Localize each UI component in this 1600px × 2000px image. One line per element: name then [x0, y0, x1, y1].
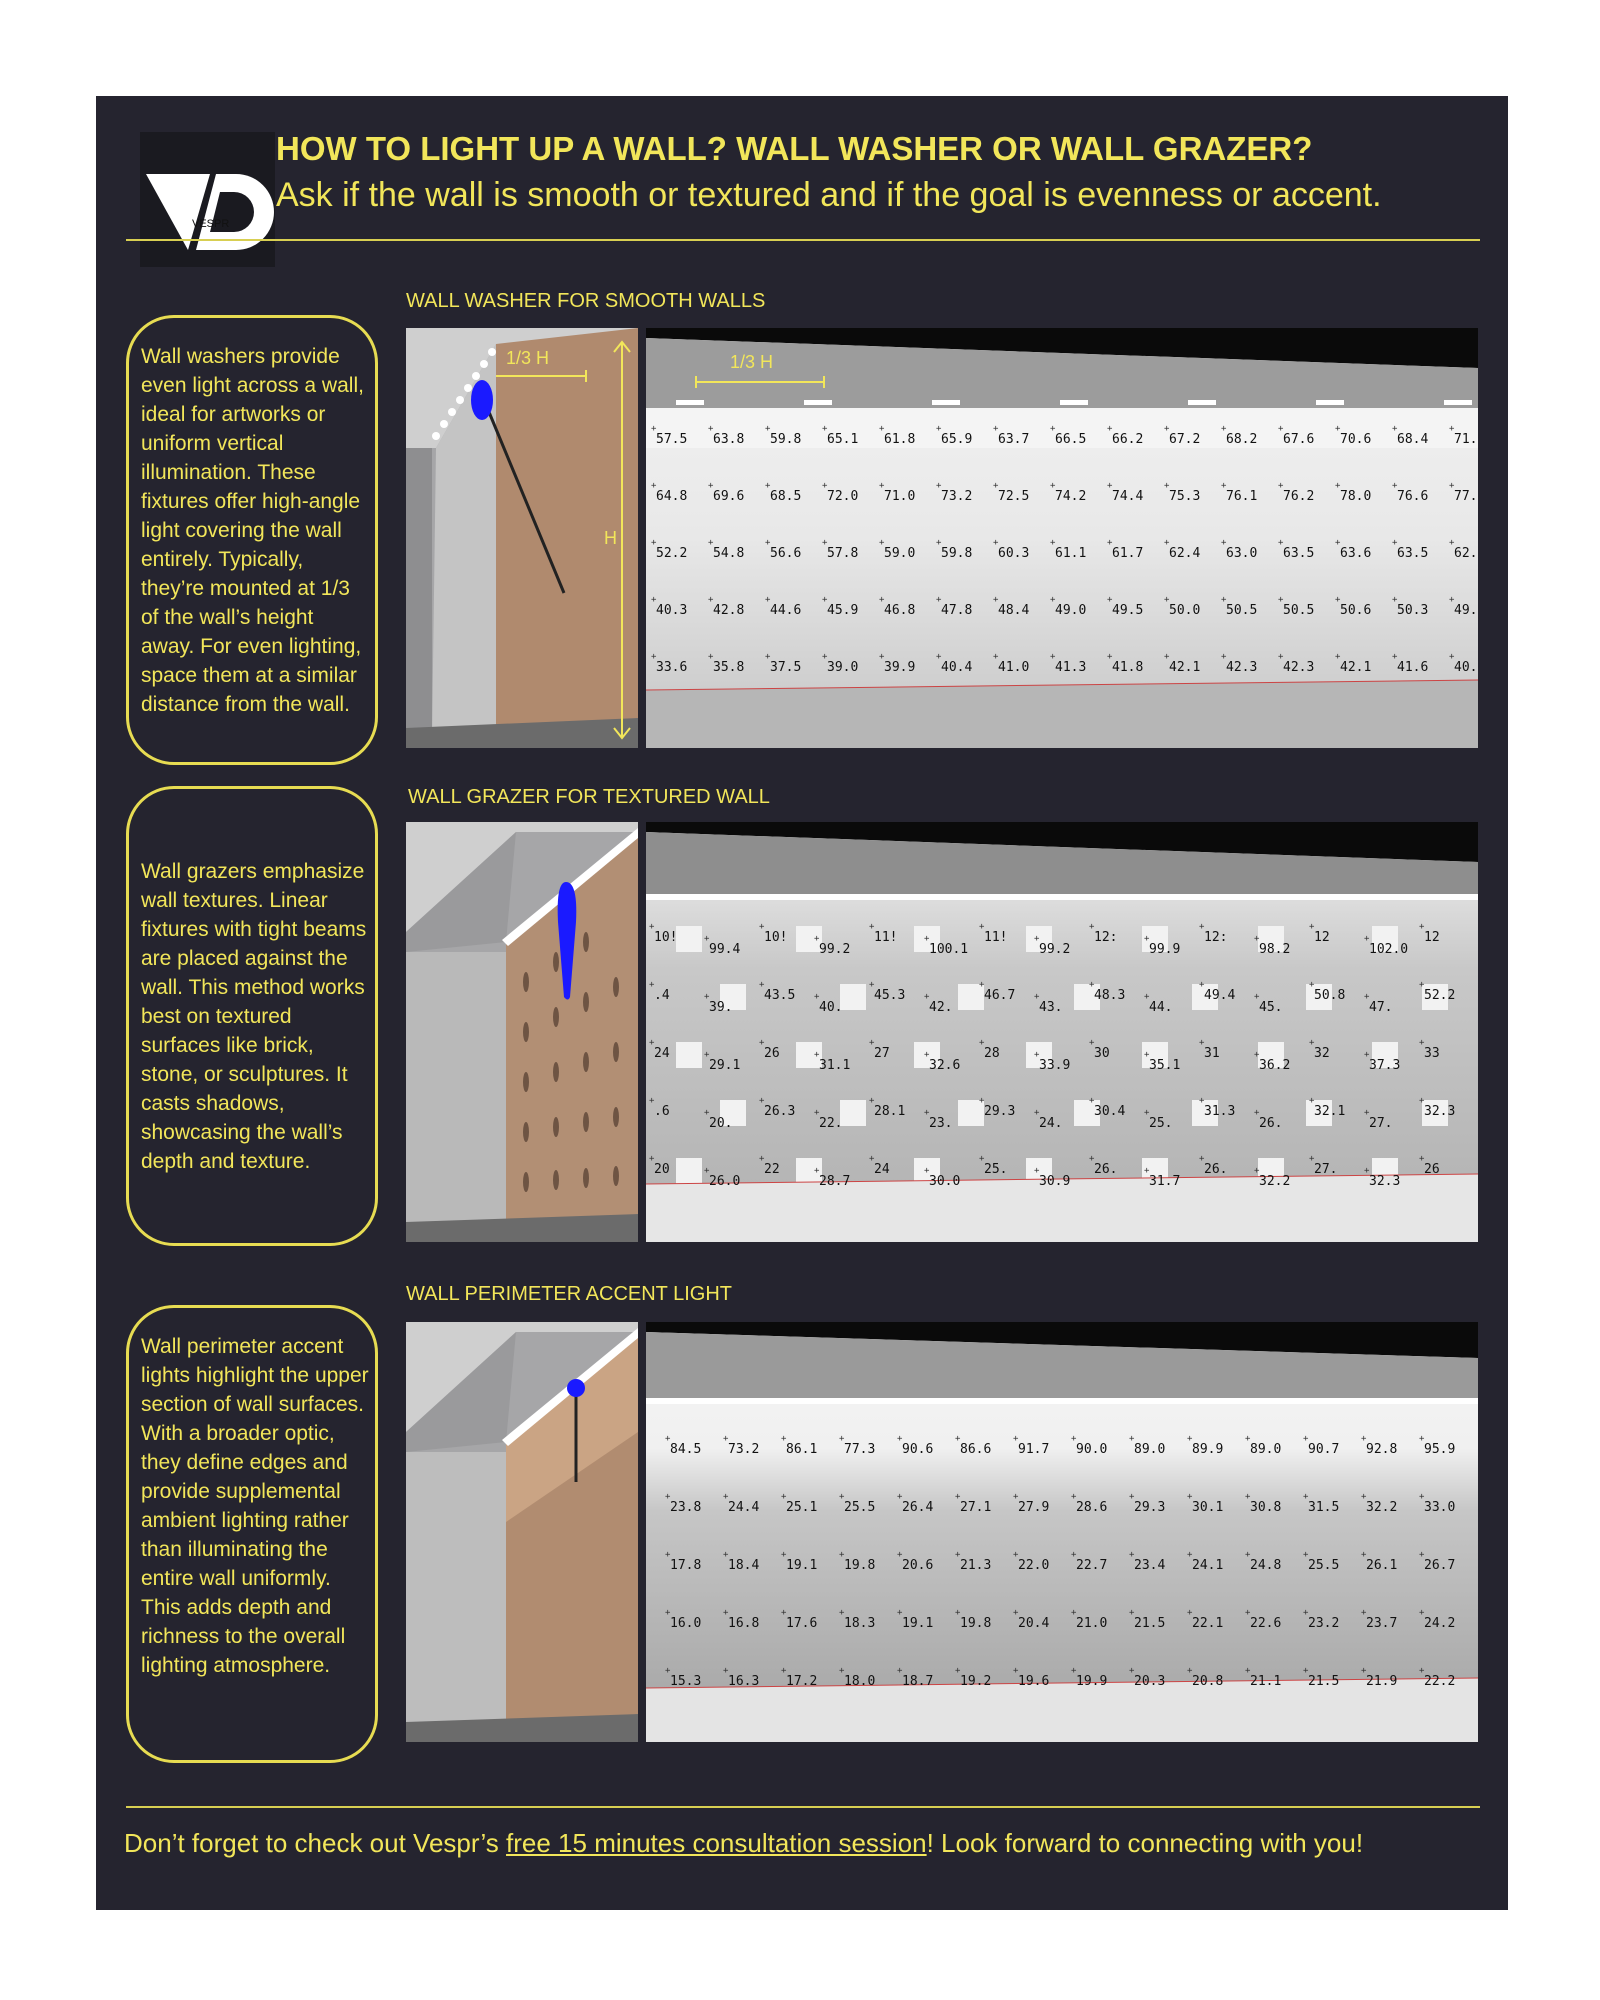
illuminance-value: + 98.2: [1259, 942, 1290, 957]
illuminance-value: + 47.: [1369, 1000, 1392, 1015]
illuminance-value: + 35.1: [1149, 1058, 1180, 1073]
illuminance-value: + 57.5: [656, 432, 687, 447]
illuminance-value: + 23.4: [1134, 1558, 1165, 1573]
footer-text-after: ! Look forward to connecting with you!: [926, 1828, 1364, 1858]
illuminance-value: + 23.: [929, 1116, 952, 1131]
illuminance-value: + 66.2: [1112, 432, 1143, 447]
illuminance-value: + 48.4: [998, 603, 1029, 618]
illuminance-value: + 22.7: [1076, 1558, 1107, 1573]
illuminance-value: + 42.1: [1169, 660, 1200, 675]
illuminance-value: + 99.4: [709, 942, 740, 957]
illuminance-value: + 89.0: [1250, 1442, 1281, 1457]
illuminance-value: + 26.0: [709, 1174, 740, 1189]
illuminance-value: + 29.3: [1134, 1500, 1165, 1515]
illuminance-value: + 35.8: [713, 660, 744, 675]
illuminance-value: + 56.6: [770, 546, 801, 561]
illuminance-value: + 90.7: [1308, 1442, 1339, 1457]
description-washer: [126, 315, 378, 765]
illuminance-value: + 21.5: [1134, 1616, 1165, 1631]
illuminance-value: + 26.4: [902, 1500, 933, 1515]
illuminance-value: + 43.5: [764, 988, 795, 1003]
illuminance-value: + 24: [874, 1162, 890, 1177]
illuminance-value: + 18.3: [844, 1616, 875, 1631]
illuminance-value: + 30.8: [1250, 1500, 1281, 1515]
illuminance-value: + 84.5: [670, 1442, 701, 1457]
illuminance-value: + 33.9: [1039, 1058, 1070, 1073]
illuminance-value: + 24: [654, 1046, 670, 1061]
illuminance-value: + 18.7: [902, 1674, 933, 1689]
illuminance-value: + 39.: [709, 1000, 732, 1015]
header-divider: [126, 239, 1480, 241]
illuminance-value: + 62.4: [1169, 546, 1200, 561]
grazer-render: [406, 822, 638, 1242]
illuminance-value: + 30.1: [1192, 1500, 1223, 1515]
illuminance-value: + 41.0: [998, 660, 1029, 675]
illuminance-value: + 28: [984, 1046, 1000, 1061]
illuminance-value: + 45.9: [827, 603, 858, 618]
illuminance-value: + 11!: [984, 930, 1007, 945]
illuminance-value: + 16.3: [728, 1674, 759, 1689]
illuminance-value: + 19.6: [1018, 1674, 1049, 1689]
illuminance-value: + 66.5: [1055, 432, 1086, 447]
illuminance-value: + 48.3: [1094, 988, 1125, 1003]
illuminance-value: + 26.3: [764, 1104, 795, 1119]
perimeter-illuminance-panel: [646, 1322, 1478, 1742]
illuminance-value: + 12:: [1094, 930, 1117, 945]
illuminance-value: + 27: [874, 1046, 890, 1061]
illuminance-value: + 68.2: [1226, 432, 1257, 447]
illuminance-value: + 32.1: [1314, 1104, 1345, 1119]
illuminance-value: + 27.1: [960, 1500, 991, 1515]
illuminance-value: + 78.0: [1340, 489, 1371, 504]
illuminance-value: + 67.6: [1283, 432, 1314, 447]
illuminance-value: + 52.2: [1424, 988, 1455, 1003]
illuminance-value: + 63.6: [1340, 546, 1371, 561]
illuminance-value: + 99.2: [1039, 942, 1070, 957]
illuminance-value: + 59.8: [770, 432, 801, 447]
illuminance-value: + 47.8: [941, 603, 972, 618]
illuminance-value: + 41.8: [1112, 660, 1143, 675]
illuminance-value: + 90.6: [902, 1442, 933, 1457]
illuminance-value: + 27.: [1314, 1162, 1337, 1177]
illuminance-value: + 32: [1314, 1046, 1330, 1061]
illuminance-value: + 61.8: [884, 432, 915, 447]
illuminance-value: + 25.1: [786, 1500, 817, 1515]
illuminance-value: + 25.5: [844, 1500, 875, 1515]
illuminance-value: + 30.9: [1039, 1174, 1070, 1189]
illuminance-value: + 46.7: [984, 988, 1015, 1003]
illuminance-value: + 23.7: [1366, 1616, 1397, 1631]
illuminance-value: + 76.1: [1226, 489, 1257, 504]
illuminance-value: + 42.8: [713, 603, 744, 618]
illuminance-value: + 12: [1424, 930, 1440, 945]
illuminance-value: + 15.3: [670, 1674, 701, 1689]
illuminance-value: + 68.4: [1397, 432, 1428, 447]
illuminance-value: + 50.3: [1397, 603, 1428, 618]
illuminance-value: + 40.3: [656, 603, 687, 618]
illuminance-value: + 86.6: [960, 1442, 991, 1457]
illuminance-value: + 42.1: [1340, 660, 1371, 675]
illuminance-value: + 33.6: [656, 660, 687, 675]
illuminance-value: + 11!: [874, 930, 897, 945]
illuminance-value: + 23.8: [670, 1500, 701, 1515]
illuminance-value: + 72.0: [827, 489, 858, 504]
illuminance-value: + 26.: [1204, 1162, 1227, 1177]
illuminance-value: + 20.3: [1134, 1674, 1165, 1689]
illuminance-value: + 41.6: [1397, 660, 1428, 675]
illuminance-value: + 63.0: [1226, 546, 1257, 561]
illuminance-value: + 24.2: [1424, 1616, 1455, 1631]
illuminance-value: + 21.1: [1250, 1674, 1281, 1689]
washer-render: [406, 328, 638, 748]
illuminance-value: + 60.3: [998, 546, 1029, 561]
illuminance-value: + 73.2: [728, 1442, 759, 1457]
illuminance-value: + 26.7: [1424, 1558, 1455, 1573]
illuminance-value: + 21.9: [1366, 1674, 1397, 1689]
illuminance-value: + .6: [654, 1104, 670, 1119]
illuminance-value: + 19.9: [1076, 1674, 1107, 1689]
dimension-label-1: 1/3 H: [506, 348, 550, 368]
height-label: H: [604, 528, 617, 548]
illuminance-value: + 10!: [764, 930, 787, 945]
illuminance-value: + 22.6: [1250, 1616, 1281, 1631]
illuminance-value: + 21.0: [1076, 1616, 1107, 1631]
illuminance-value: + 31.3: [1204, 1104, 1235, 1119]
illuminance-value: + 10!: [654, 930, 677, 945]
description-text: Wall grazers emphasize wall textures. Linear fixtures with tight beams are placed against the wall. This method works best on textured surfaces like brick, stone, or sculptures. It casts shadows, showcasing the wall’s depth and texture.: [141, 859, 367, 1173]
illuminance-value: + 19.1: [902, 1616, 933, 1631]
illuminance-value: + 22.1: [1192, 1616, 1223, 1631]
illuminance-value: + 20: [654, 1162, 670, 1177]
illuminance-value: + 23.2: [1308, 1616, 1339, 1631]
illuminance-value: + 17.8: [670, 1558, 701, 1573]
illuminance-value: + 89.9: [1192, 1442, 1223, 1457]
illuminance-value: + 40.: [819, 1000, 842, 1015]
poster: [96, 96, 1508, 1910]
illuminance-value: + 50.5: [1226, 603, 1257, 618]
illuminance-value: + 76.2: [1283, 489, 1314, 504]
description-text: Wall washers provide even light across a wall, ideal for artworks or uniform vertical illumination. These fixtures offer high-angle light covering the wall entirely. Typically, they’re mounted at 1/3 of the wall’s height away. For even lighting, space them at a similar distance from the wall.: [141, 345, 364, 716]
illuminance-value: + 16.8: [728, 1616, 759, 1631]
illuminance-value: + 64.8: [656, 489, 687, 504]
illuminance-value: + 49.0: [1055, 603, 1086, 618]
illuminance-value: + 45.: [1259, 1000, 1282, 1015]
illuminance-value: + 28.7: [819, 1174, 850, 1189]
illuminance-value: + 43.: [1039, 1000, 1062, 1015]
illuminance-value: + 37.3: [1369, 1058, 1400, 1073]
illuminance-value: + 65.9: [941, 432, 972, 447]
illuminance-value: + 18.4: [728, 1558, 759, 1573]
illuminance-value: + 22.2: [1424, 1674, 1455, 1689]
illuminance-value: + 74.2: [1055, 489, 1086, 504]
illuminance-value: + 50.5: [1283, 603, 1314, 618]
illuminance-value: + .4: [654, 988, 670, 1003]
illuminance-value: + 52.2: [656, 546, 687, 561]
illuminance-value: + 24.: [1039, 1116, 1062, 1131]
illuminance-value: + 33: [1424, 1046, 1440, 1061]
section-title-washer: WALL WASHER FOR SMOOTH WALLS: [406, 290, 766, 312]
illuminance-value: + 19.8: [844, 1558, 875, 1573]
illuminance-value: + 72.5: [998, 489, 1029, 504]
illuminance-value: + 30: [1094, 1046, 1110, 1061]
illuminance-value: + 50.6: [1340, 603, 1371, 618]
illuminance-value: + 89.0: [1134, 1442, 1165, 1457]
dimension-label-2: 1/3 H: [730, 352, 774, 372]
illuminance-value: + 16.0: [670, 1616, 701, 1631]
illuminance-value: + 71.0: [884, 489, 915, 504]
illuminance-value: + 95.9: [1424, 1442, 1455, 1457]
illuminance-value: + 49.: [1454, 603, 1477, 618]
illuminance-value: + 61.7: [1112, 546, 1143, 561]
illuminance-value: + 19.2: [960, 1674, 991, 1689]
illuminance-value: + 21.3: [960, 1558, 991, 1573]
illuminance-value: + 39.0: [827, 660, 858, 675]
illuminance-value: + 19.1: [786, 1558, 817, 1573]
illuminance-value: + 20.8: [1192, 1674, 1223, 1689]
illuminance-value: + 41.3: [1055, 660, 1086, 675]
illuminance-value: + 63.7: [998, 432, 1029, 447]
illuminance-value: + 50.0: [1169, 603, 1200, 618]
illuminance-value: + 25.5: [1308, 1558, 1339, 1573]
illuminance-value: + 26: [764, 1046, 780, 1061]
grazer-illuminance-panel: [646, 822, 1478, 1242]
illuminance-value: + 30.4: [1094, 1104, 1125, 1119]
footer-text-before: Don’t forget to check out Vespr’s: [124, 1828, 507, 1858]
illuminance-value: + 22.0: [1018, 1558, 1049, 1573]
illuminance-value: + 49.5: [1112, 603, 1143, 618]
footer-message: [124, 1828, 1363, 1859]
illuminance-value: + 61.1: [1055, 546, 1086, 561]
illuminance-value: + 12:: [1204, 930, 1227, 945]
illuminance-value: + 65.1: [827, 432, 858, 447]
illuminance-value: + 68.5: [770, 489, 801, 504]
illuminance-value: + 20.6: [902, 1558, 933, 1573]
consultation-link[interactable]: free 15 minutes consultation session: [506, 1828, 927, 1858]
illuminance-value: + 42.3: [1283, 660, 1314, 675]
illuminance-value: + 29.3: [984, 1104, 1015, 1119]
illuminance-value: + 44.: [1149, 1000, 1172, 1015]
footer-divider: [126, 1806, 1480, 1808]
illuminance-value: + 24.4: [728, 1500, 759, 1515]
illuminance-value: + 26.: [1259, 1116, 1282, 1131]
illuminance-value: + 86.1: [786, 1442, 817, 1457]
illuminance-value: + 42.3: [1226, 660, 1257, 675]
illuminance-value: + 46.8: [884, 603, 915, 618]
illuminance-value: + 40.4: [941, 660, 972, 675]
illuminance-value: + 45.3: [874, 988, 905, 1003]
illuminance-value: + 70.6: [1340, 432, 1371, 447]
illuminance-value: + 32.6: [929, 1058, 960, 1073]
illuminance-value: + 76.6: [1397, 489, 1428, 504]
illuminance-value: + 99.9: [1149, 942, 1180, 957]
illuminance-value: + 29.1: [709, 1058, 740, 1073]
illuminance-value: + 26.: [1094, 1162, 1117, 1177]
illuminance-value: + 31.1: [819, 1058, 850, 1073]
illuminance-value: + 42.: [929, 1000, 952, 1015]
section-title-perimeter: WALL PERIMETER ACCENT LIGHT: [406, 1283, 732, 1305]
description-perimeter: [126, 1305, 378, 1763]
illuminance-value: + 20.: [709, 1116, 732, 1131]
illuminance-value: + 50.8: [1314, 988, 1345, 1003]
illuminance-value: + 31: [1204, 1046, 1220, 1061]
illuminance-value: + 69.6: [713, 489, 744, 504]
illuminance-value: + 92.8: [1366, 1442, 1397, 1457]
illuminance-value: + 26: [1424, 1162, 1440, 1177]
logo-text: VESPR: [192, 218, 230, 230]
illuminance-value: + 12: [1314, 930, 1330, 945]
illuminance-value: + 28.1: [874, 1104, 905, 1119]
illuminance-value: + 22.: [819, 1116, 842, 1131]
description-grazer: [126, 786, 378, 1246]
illuminance-value: + 20.4: [1018, 1616, 1049, 1631]
illuminance-value: + 32.3: [1369, 1174, 1400, 1189]
illuminance-value: + 32.2: [1366, 1500, 1397, 1515]
illuminance-value: + 39.9: [884, 660, 915, 675]
illuminance-value: + 63.5: [1397, 546, 1428, 561]
illuminance-value: + 75.3: [1169, 489, 1200, 504]
illuminance-value: + 49.4: [1204, 988, 1235, 1003]
illuminance-value: + 26.1: [1366, 1558, 1397, 1573]
illuminance-value: + 25.: [1149, 1116, 1172, 1131]
illuminance-value: + 102.0: [1369, 942, 1408, 957]
illuminance-value: + 59.8: [941, 546, 972, 561]
illuminance-value: + 57.8: [827, 546, 858, 561]
illuminance-value: + 67.2: [1169, 432, 1200, 447]
section-title-grazer: WALL GRAZER FOR TEXTURED WALL: [408, 786, 770, 808]
washer-illuminance-panel: [646, 328, 1478, 748]
page-title: HOW TO LIGHT UP A WALL? WALL WASHER OR WALL GRAZER?: [276, 130, 1313, 167]
illuminance-value: + 30.0: [929, 1174, 960, 1189]
vespr-logo: [140, 132, 275, 267]
illuminance-value: + 21.5: [1308, 1674, 1339, 1689]
perimeter-render: [406, 1322, 638, 1742]
illuminance-value: + 40.: [1454, 660, 1477, 675]
illuminance-value: + 17.6: [786, 1616, 817, 1631]
illuminance-value: + 27.9: [1018, 1500, 1049, 1515]
illuminance-value: + 33.0: [1424, 1500, 1455, 1515]
illuminance-value: + 27.: [1369, 1116, 1392, 1131]
illuminance-value: + 17.2: [786, 1674, 817, 1689]
illuminance-value: + 91.7: [1018, 1442, 1049, 1457]
illuminance-value: + 44.6: [770, 603, 801, 618]
illuminance-value: + 32.2: [1259, 1174, 1290, 1189]
illuminance-value: + 62.: [1454, 546, 1477, 561]
illuminance-value: + 63.5: [1283, 546, 1314, 561]
description-text: Wall perimeter accent lights highlight the upper section of wall surfaces. With a broader optic, they define edges and provide supplemental ambient lighting rather than illuminating the entire wall uniformly. This adds depth and richness to the overall lighting atmosphere.: [141, 1335, 369, 1677]
illuminance-value: + 31.7: [1149, 1174, 1180, 1189]
illuminance-value: + 31.5: [1308, 1500, 1339, 1515]
illuminance-value: + 54.8: [713, 546, 744, 561]
illuminance-value: + 59.0: [884, 546, 915, 561]
illuminance-value: + 99.2: [819, 942, 850, 957]
illuminance-value: + 19.8: [960, 1616, 991, 1631]
illuminance-value: + 24.1: [1192, 1558, 1223, 1573]
illuminance-value: + 71.: [1454, 432, 1477, 447]
illuminance-value: + 32.3: [1424, 1104, 1455, 1119]
illuminance-value: + 90.0: [1076, 1442, 1107, 1457]
illuminance-value: + 63.8: [713, 432, 744, 447]
illuminance-value: + 77.3: [844, 1442, 875, 1457]
illuminance-value: + 100.1: [929, 942, 968, 957]
illuminance-value: + 77.: [1454, 489, 1477, 504]
illuminance-value: + 36.2: [1259, 1058, 1290, 1073]
illuminance-value: + 24.8: [1250, 1558, 1281, 1573]
illuminance-value: + 74.4: [1112, 489, 1143, 504]
illuminance-value: + 73.2: [941, 489, 972, 504]
illuminance-value: + 28.6: [1076, 1500, 1107, 1515]
illuminance-value: + 25.: [984, 1162, 1007, 1177]
page-subtitle: Ask if the wall is smooth or textured and if the goal is evenness or accent.: [276, 176, 1382, 214]
illuminance-value: + 37.5: [770, 660, 801, 675]
illuminance-value: + 18.0: [844, 1674, 875, 1689]
illuminance-value: + 22: [764, 1162, 780, 1177]
